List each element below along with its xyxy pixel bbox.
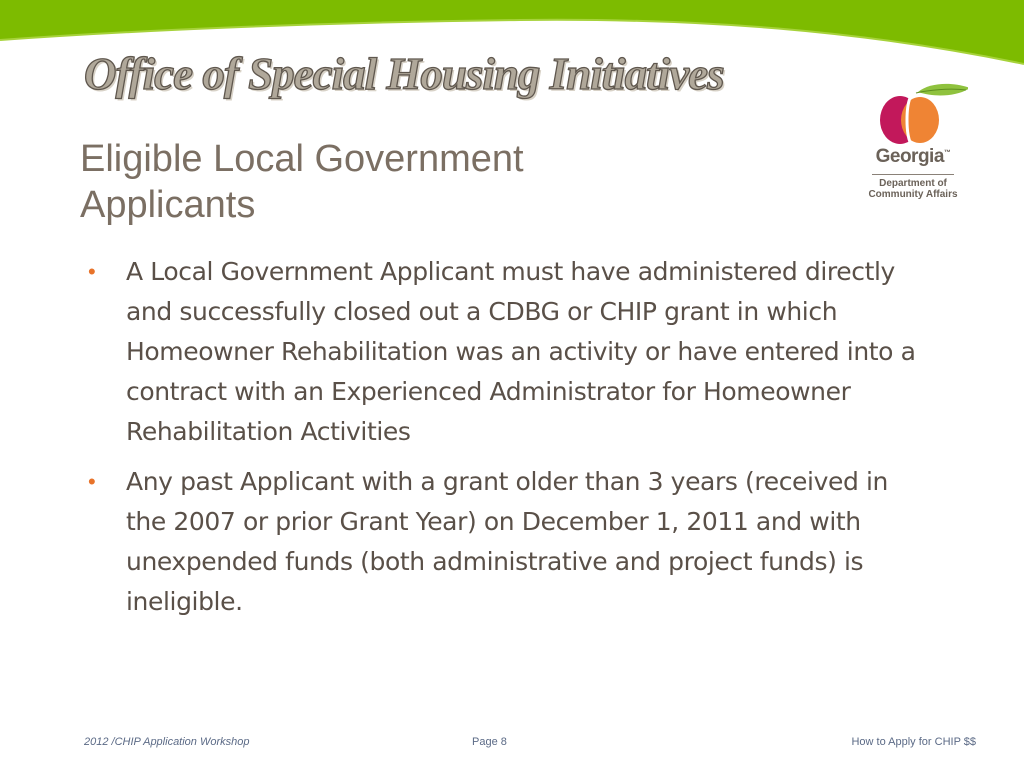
title-line-1: Eligible Local Government [80,138,524,180]
title-line-2: Applicants [80,184,256,226]
logo-divider [872,174,954,175]
bullet-item [88,462,928,622]
peach-icon [858,80,968,146]
slide-title [80,136,700,228]
logo-subtitle-line-1: Department of [879,178,947,189]
footer-page-number: Page 8 [472,736,507,748]
logo-subtitle [858,178,968,200]
logo-subtitle-line-2: Community Affairs [868,189,958,200]
bullet-marker: • [88,469,96,494]
footer-topic: How to Apply for CHIP $$ [851,736,976,748]
bullet-text: A Local Government Applicant must have administered directly and successfully closed out a CDBG or CHIP grant in which Homeowner Rehabilitation was an activity or have entered into a contract with an Experienced Administrator for Homeowner Rehabilitation Activities [126,257,916,446]
bullet-marker: • [88,259,96,284]
bullet-text: Any past Applicant with a grant older than 3 years (received in the 2007 or prior Grant Year) on December 1, 2011 and with unexpended funds (both administrative and project funds) is ineligible. [126,467,888,616]
bullet-list [88,252,928,632]
logo-wordmark [858,146,968,168]
banner-title: Office of Special Housing Initiatives [84,49,724,99]
logo-name: Georgia [875,146,944,167]
georgia-dca-logo [858,80,968,205]
bullet-item [88,252,928,452]
footer-workshop: 2012 /CHIP Application Workshop [84,736,250,748]
logo-trademark: ™ [943,149,951,157]
